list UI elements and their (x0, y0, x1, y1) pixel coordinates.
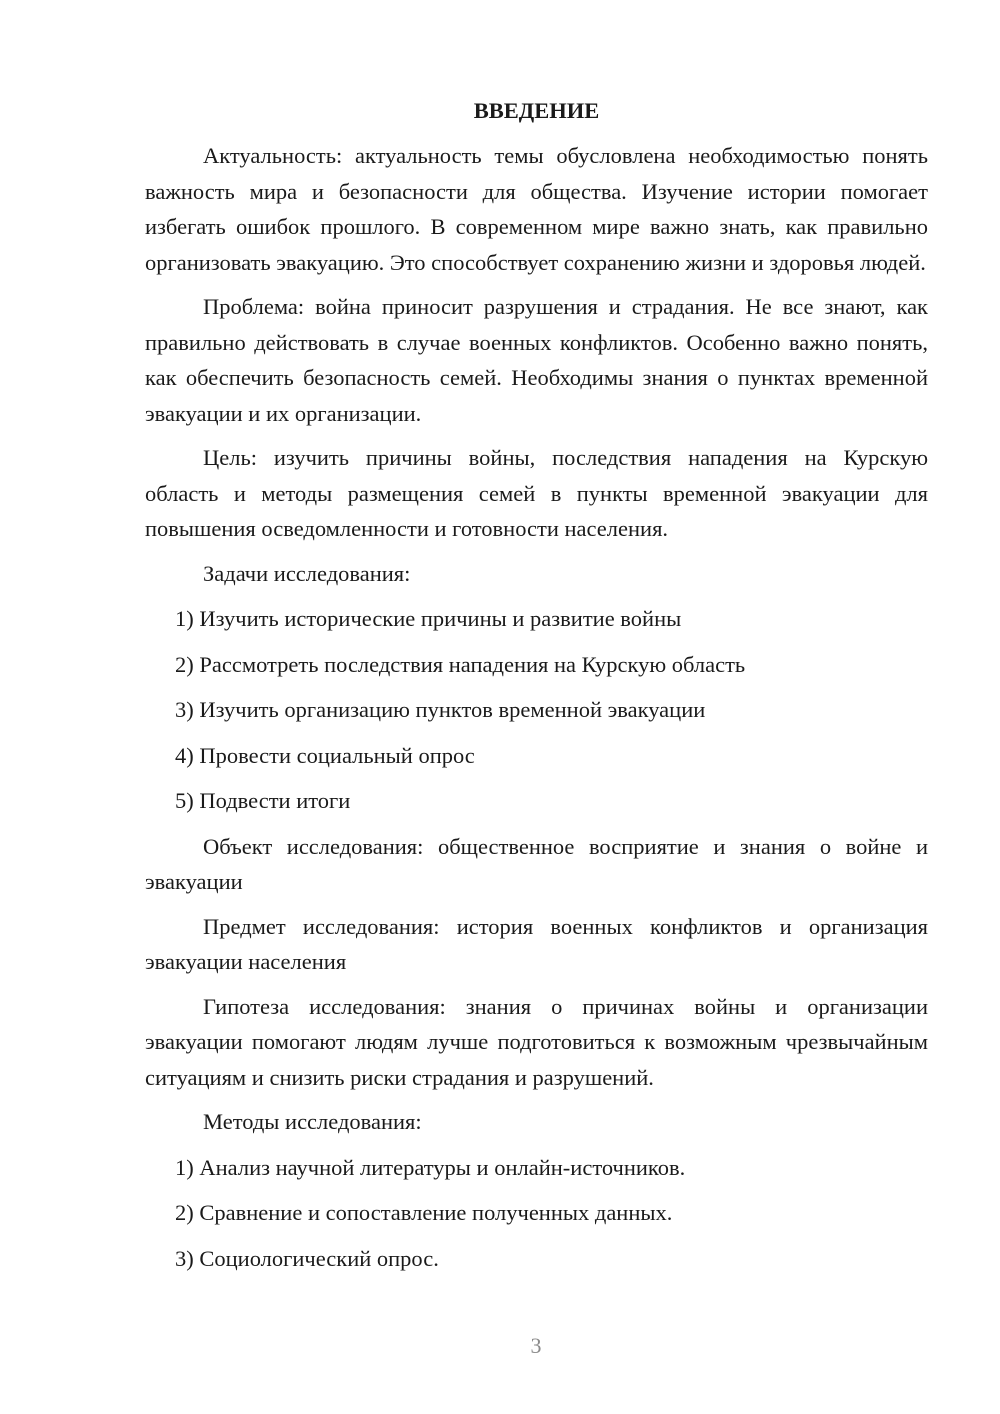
document-body (145, 96, 928, 1286)
list-item: 1) Анализ научной литературы и онлайн-источников. (175, 1154, 686, 1180)
page-number: 3 (530, 1333, 542, 1358)
tasks-heading: Задачи исследования: (203, 560, 411, 586)
methods-list (145, 1150, 928, 1277)
list-item: 4) Провести социальный опрос (175, 742, 475, 768)
section-title: ВВЕДЕНИЕ (473, 98, 600, 123)
list-item: 5) Подвести итоги (175, 788, 351, 813)
list-item: 2) Рассмотреть последствия нападения на Курскую область (175, 651, 746, 677)
relevance-paragraph: Актуальность: актуальность темы обусловлена необходимостью понять важность мира и безопасности для общества. Изучение истории помогает избегать ошибок прошлого. В современном мире важно знать, как правильно организовать эвакуацию. Это способствует сохранению жизни и здоровья людей. (145, 143, 928, 275)
list-item: 3) Изучить организацию пунктов временной эвакуации (175, 697, 706, 722)
object-paragraph: Объект исследования: общественное восприятие и знания о войне и эвакуации (145, 833, 928, 894)
methods-heading: Методы исследования: (203, 1109, 422, 1134)
hypothesis-paragraph: Гипотеза исследования: знания о причинах войны и организации эвакуации помогают людям лучше подготовиться к возможным чрезвычайным ситуациям и снизить риски страдания и разрушений. (145, 993, 928, 1090)
goal-paragraph: Цель: изучить причины войны, последствия нападения на Курскую область и методы размещения семей в пункты временной эвакуации для повышения осведомленности и готовности населения. (145, 445, 928, 541)
list-item: 1) Изучить исторические причины и развитие войны (175, 606, 682, 631)
list-item: 2) Сравнение и сопоставление полученных данных. (175, 1200, 673, 1225)
problem-paragraph: Проблема: война приносит разрушения и страдания. Не все знают, как правильно действовать в случае военных конфликтов. Особенно важно понять, как обеспечить безопасность семей. Необходимы знания о пунктах временной эвакуации и их организации. (145, 294, 928, 426)
list-item: 3) Социологический опрос. (175, 1245, 439, 1271)
subject-paragraph: Предмет исследования: история военных конфликтов и организация эвакуации населения (145, 913, 928, 974)
tasks-list (145, 601, 928, 819)
